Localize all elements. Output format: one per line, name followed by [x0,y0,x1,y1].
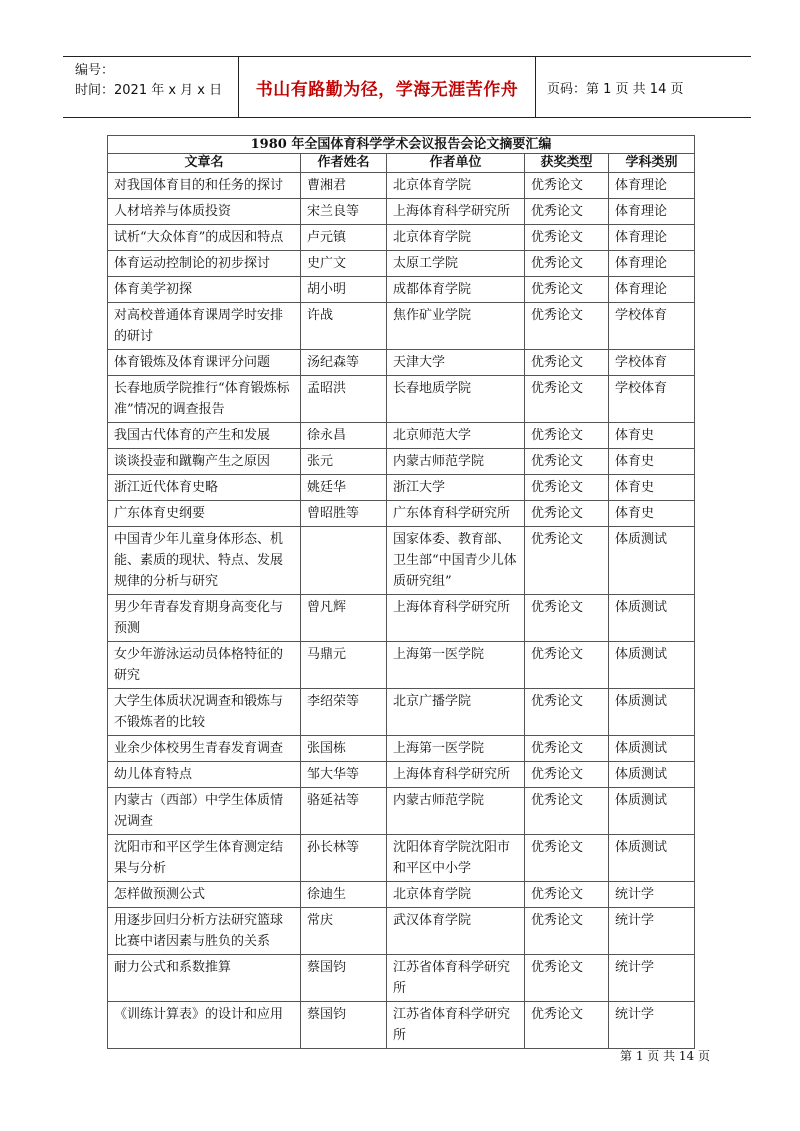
table-row [108,501,695,527]
table-body [108,173,695,1049]
cell-award-type: 优秀论文 [525,595,609,642]
cell-subject-category: 体质测试 [609,527,695,595]
number-label: 编号： [75,63,115,78]
cell-award-type: 优秀论文 [525,277,609,303]
cell-subject-category: 统计学 [609,955,695,1002]
table-row [108,835,695,882]
cell-author-name: 张国栋 [301,736,387,762]
cell-author-unit: 武汉体育学院 [387,908,525,955]
table-row [108,423,695,449]
cell-award-type: 优秀论文 [525,199,609,225]
cell-subject-category: 体育理论 [609,225,695,251]
cell-award-type: 优秀论文 [525,882,609,908]
cell-author-name: 汤纪森等 [301,350,387,376]
cell-award-type: 优秀论文 [525,350,609,376]
cell-award-type: 优秀论文 [525,423,609,449]
cell-author-name: 常庆 [301,908,387,955]
table-row [108,449,695,475]
cell-award-type: 优秀论文 [525,376,609,423]
cell-author-name: 宋兰良等 [301,199,387,225]
cell-article-name: 体育锻炼及体育课评分问题 [108,350,301,376]
cell-author-name: 徐永昌 [301,423,387,449]
table-row [108,199,695,225]
cell-author-unit: 北京体育学院 [387,173,525,199]
table-row [108,173,695,199]
cell-author-unit: 上海体育科学研究所 [387,595,525,642]
cell-author-unit: 沈阳体育学院沈阳市和平区中小学 [387,835,525,882]
cell-subject-category: 学校体育 [609,303,695,350]
table-title: 1980 年全国体育科学学术会议报告会论文摘要汇编 [108,136,695,154]
cell-author-unit: 北京体育学院 [387,225,525,251]
cell-subject-category: 体育史 [609,423,695,449]
table-row [108,1002,695,1049]
table-row [108,642,695,689]
cell-article-name: 幼儿体育特点 [108,762,301,788]
table-row [108,689,695,736]
cell-award-type: 优秀论文 [525,689,609,736]
cell-article-name: 对我国体育目的和任务的探讨 [108,173,301,199]
table-row [108,277,695,303]
table-row [108,882,695,908]
table-row [108,788,695,835]
cell-author-unit: 上海第一医学院 [387,642,525,689]
table-row [108,251,695,277]
cell-subject-category: 体育理论 [609,199,695,225]
cell-subject-category: 体质测试 [609,835,695,882]
header-author-unit: 作者单位 [387,154,525,173]
header-page-label: 页码：第 1 页 共 14 页 [547,81,684,97]
table-row [108,475,695,501]
cell-award-type: 优秀论文 [525,762,609,788]
cell-article-name: 对高校普通体育课周学时安排的研讨 [108,303,301,350]
cell-award-type: 优秀论文 [525,173,609,199]
cell-article-name: 浙江近代体育史略 [108,475,301,501]
cell-award-type: 优秀论文 [525,955,609,1002]
cell-author-name: 蔡国钧 [301,1002,387,1049]
cell-subject-category: 体育史 [609,449,695,475]
cell-award-type: 优秀论文 [525,527,609,595]
cell-author-unit: 内蒙古师范学院 [387,788,525,835]
table-row [108,762,695,788]
cell-article-name: 内蒙古（西部）中学生体质情况调查 [108,788,301,835]
cell-article-name: 沈阳市和平区学生体育测定结果与分析 [108,835,301,882]
cell-article-name: 广东体育史纲要 [108,501,301,527]
cell-article-name: 中国青少年儿童身体形态、机能、素质的现状、特点、发展规律的分析与研究 [108,527,301,595]
cell-article-name: 人材培养与体质投资 [108,199,301,225]
cell-author-unit: 广东体育科学研究所 [387,501,525,527]
table-row [108,376,695,423]
cell-author-unit: 上海体育科学研究所 [387,762,525,788]
cell-author-name: 张元 [301,449,387,475]
table-row [108,350,695,376]
table-row [108,955,695,1002]
cell-award-type: 优秀论文 [525,251,609,277]
table-row [108,527,695,595]
header-subject-category: 学科类别 [609,154,695,173]
page-header [63,56,751,118]
header-slogan: 书山有路勤为径，学海无涯苦作舟 [238,57,536,117]
cell-author-name: 徐迪生 [301,882,387,908]
cell-author-unit: 江苏省体育科学研究所 [387,1002,525,1049]
cell-author-unit: 上海体育科学研究所 [387,199,525,225]
cell-author-unit: 长春地质学院 [387,376,525,423]
page-footer: 第 1 页 共 14 页 [620,1049,710,1063]
cell-award-type: 优秀论文 [525,908,609,955]
cell-article-name: 用逐步回归分析方法研究篮球比赛中诸因素与胜负的关系 [108,908,301,955]
cell-subject-category: 体质测试 [609,736,695,762]
cell-article-name: 女少年游泳运动员体格特征的研究 [108,642,301,689]
cell-author-name: 史广文 [301,251,387,277]
cell-subject-category: 体质测试 [609,762,695,788]
table-title-row [108,136,695,154]
cell-article-name: 大学生体质状况调查和锻炼与不锻炼者的比较 [108,689,301,736]
cell-award-type: 优秀论文 [525,303,609,350]
cell-article-name: 男少年青春发育期身高变化与预测 [108,595,301,642]
cell-author-unit: 江苏省体育科学研究所 [387,955,525,1002]
cell-subject-category: 体质测试 [609,642,695,689]
cell-subject-category: 体质测试 [609,595,695,642]
cell-subject-category: 体育理论 [609,251,695,277]
cell-subject-category: 体育史 [609,501,695,527]
cell-author-name: 卢元镇 [301,225,387,251]
cell-article-name: 谈谈投壶和蹴鞠产生之原因 [108,449,301,475]
time-label: 时间：2021 年 x 月 x 日 [75,83,223,98]
cell-author-name: 曹湘君 [301,173,387,199]
cell-author-unit: 太原工学院 [387,251,525,277]
cell-subject-category: 体育理论 [609,277,695,303]
cell-award-type: 优秀论文 [525,501,609,527]
cell-award-type: 优秀论文 [525,475,609,501]
cell-article-name: 体育美学初探 [108,277,301,303]
cell-subject-category: 统计学 [609,882,695,908]
cell-author-name: 曾昭胜等 [301,501,387,527]
table-row [108,225,695,251]
cell-article-name: 业余少体校男生青春发育调查 [108,736,301,762]
cell-article-name: 试析“大众体育”的成因和特点 [108,225,301,251]
table-row [108,303,695,350]
cell-award-type: 优秀论文 [525,225,609,251]
cell-author-name: 李绍荣等 [301,689,387,736]
cell-subject-category: 学校体育 [609,376,695,423]
table-row [108,736,695,762]
cell-award-type: 优秀论文 [525,835,609,882]
cell-author-unit: 内蒙古师范学院 [387,449,525,475]
header-award-type: 获奖类型 [525,154,609,173]
papers-table [107,135,695,1049]
cell-author-unit: 北京师范大学 [387,423,525,449]
cell-author-name: 孙长林等 [301,835,387,882]
cell-award-type: 优秀论文 [525,1002,609,1049]
cell-author-name: 姚廷华 [301,475,387,501]
cell-author-name: 孟昭洪 [301,376,387,423]
cell-award-type: 优秀论文 [525,449,609,475]
header-article-name: 文章名 [108,154,301,173]
cell-author-name: 胡小明 [301,277,387,303]
cell-author-name: 许战 [301,303,387,350]
cell-subject-category: 体质测试 [609,788,695,835]
table-header-row [108,154,695,173]
papers-table-container [107,135,694,1049]
cell-article-name: 长春地质学院推行“体育锻炼标准”情况的调查报告 [108,376,301,423]
cell-award-type: 优秀论文 [525,642,609,689]
cell-author-name: 马鼎元 [301,642,387,689]
cell-author-unit: 国家体委、教育部、卫生部“中国青少儿体质研究组” [387,527,525,595]
table-row [108,908,695,955]
cell-author-name: 蔡国钧 [301,955,387,1002]
cell-subject-category: 体质测试 [609,689,695,736]
table-row [108,595,695,642]
cell-subject-category: 统计学 [609,1002,695,1049]
cell-subject-category: 统计学 [609,908,695,955]
cell-author-name [301,527,387,595]
cell-article-name: 《训练计算表》的设计和应用 [108,1002,301,1049]
cell-author-unit: 天津大学 [387,350,525,376]
cell-author-name: 曾凡辉 [301,595,387,642]
cell-author-unit: 焦作矿业学院 [387,303,525,350]
cell-award-type: 优秀论文 [525,736,609,762]
cell-author-unit: 成都体育学院 [387,277,525,303]
cell-author-name: 邹大华等 [301,762,387,788]
cell-article-name: 耐力公式和系数推算 [108,955,301,1002]
cell-subject-category: 学校体育 [609,350,695,376]
cell-subject-category: 体育理论 [609,173,695,199]
cell-award-type: 优秀论文 [525,788,609,835]
cell-author-unit: 北京体育学院 [387,882,525,908]
cell-author-unit: 浙江大学 [387,475,525,501]
cell-article-name: 怎样做预测公式 [108,882,301,908]
cell-author-unit: 北京广播学院 [387,689,525,736]
cell-author-name: 骆延祜等 [301,788,387,835]
cell-subject-category: 体育史 [609,475,695,501]
cell-article-name: 我国古代体育的产生和发展 [108,423,301,449]
cell-article-name: 体育运动控制论的初步探讨 [108,251,301,277]
header-author-name: 作者姓名 [301,154,387,173]
cell-author-unit: 上海第一医学院 [387,736,525,762]
